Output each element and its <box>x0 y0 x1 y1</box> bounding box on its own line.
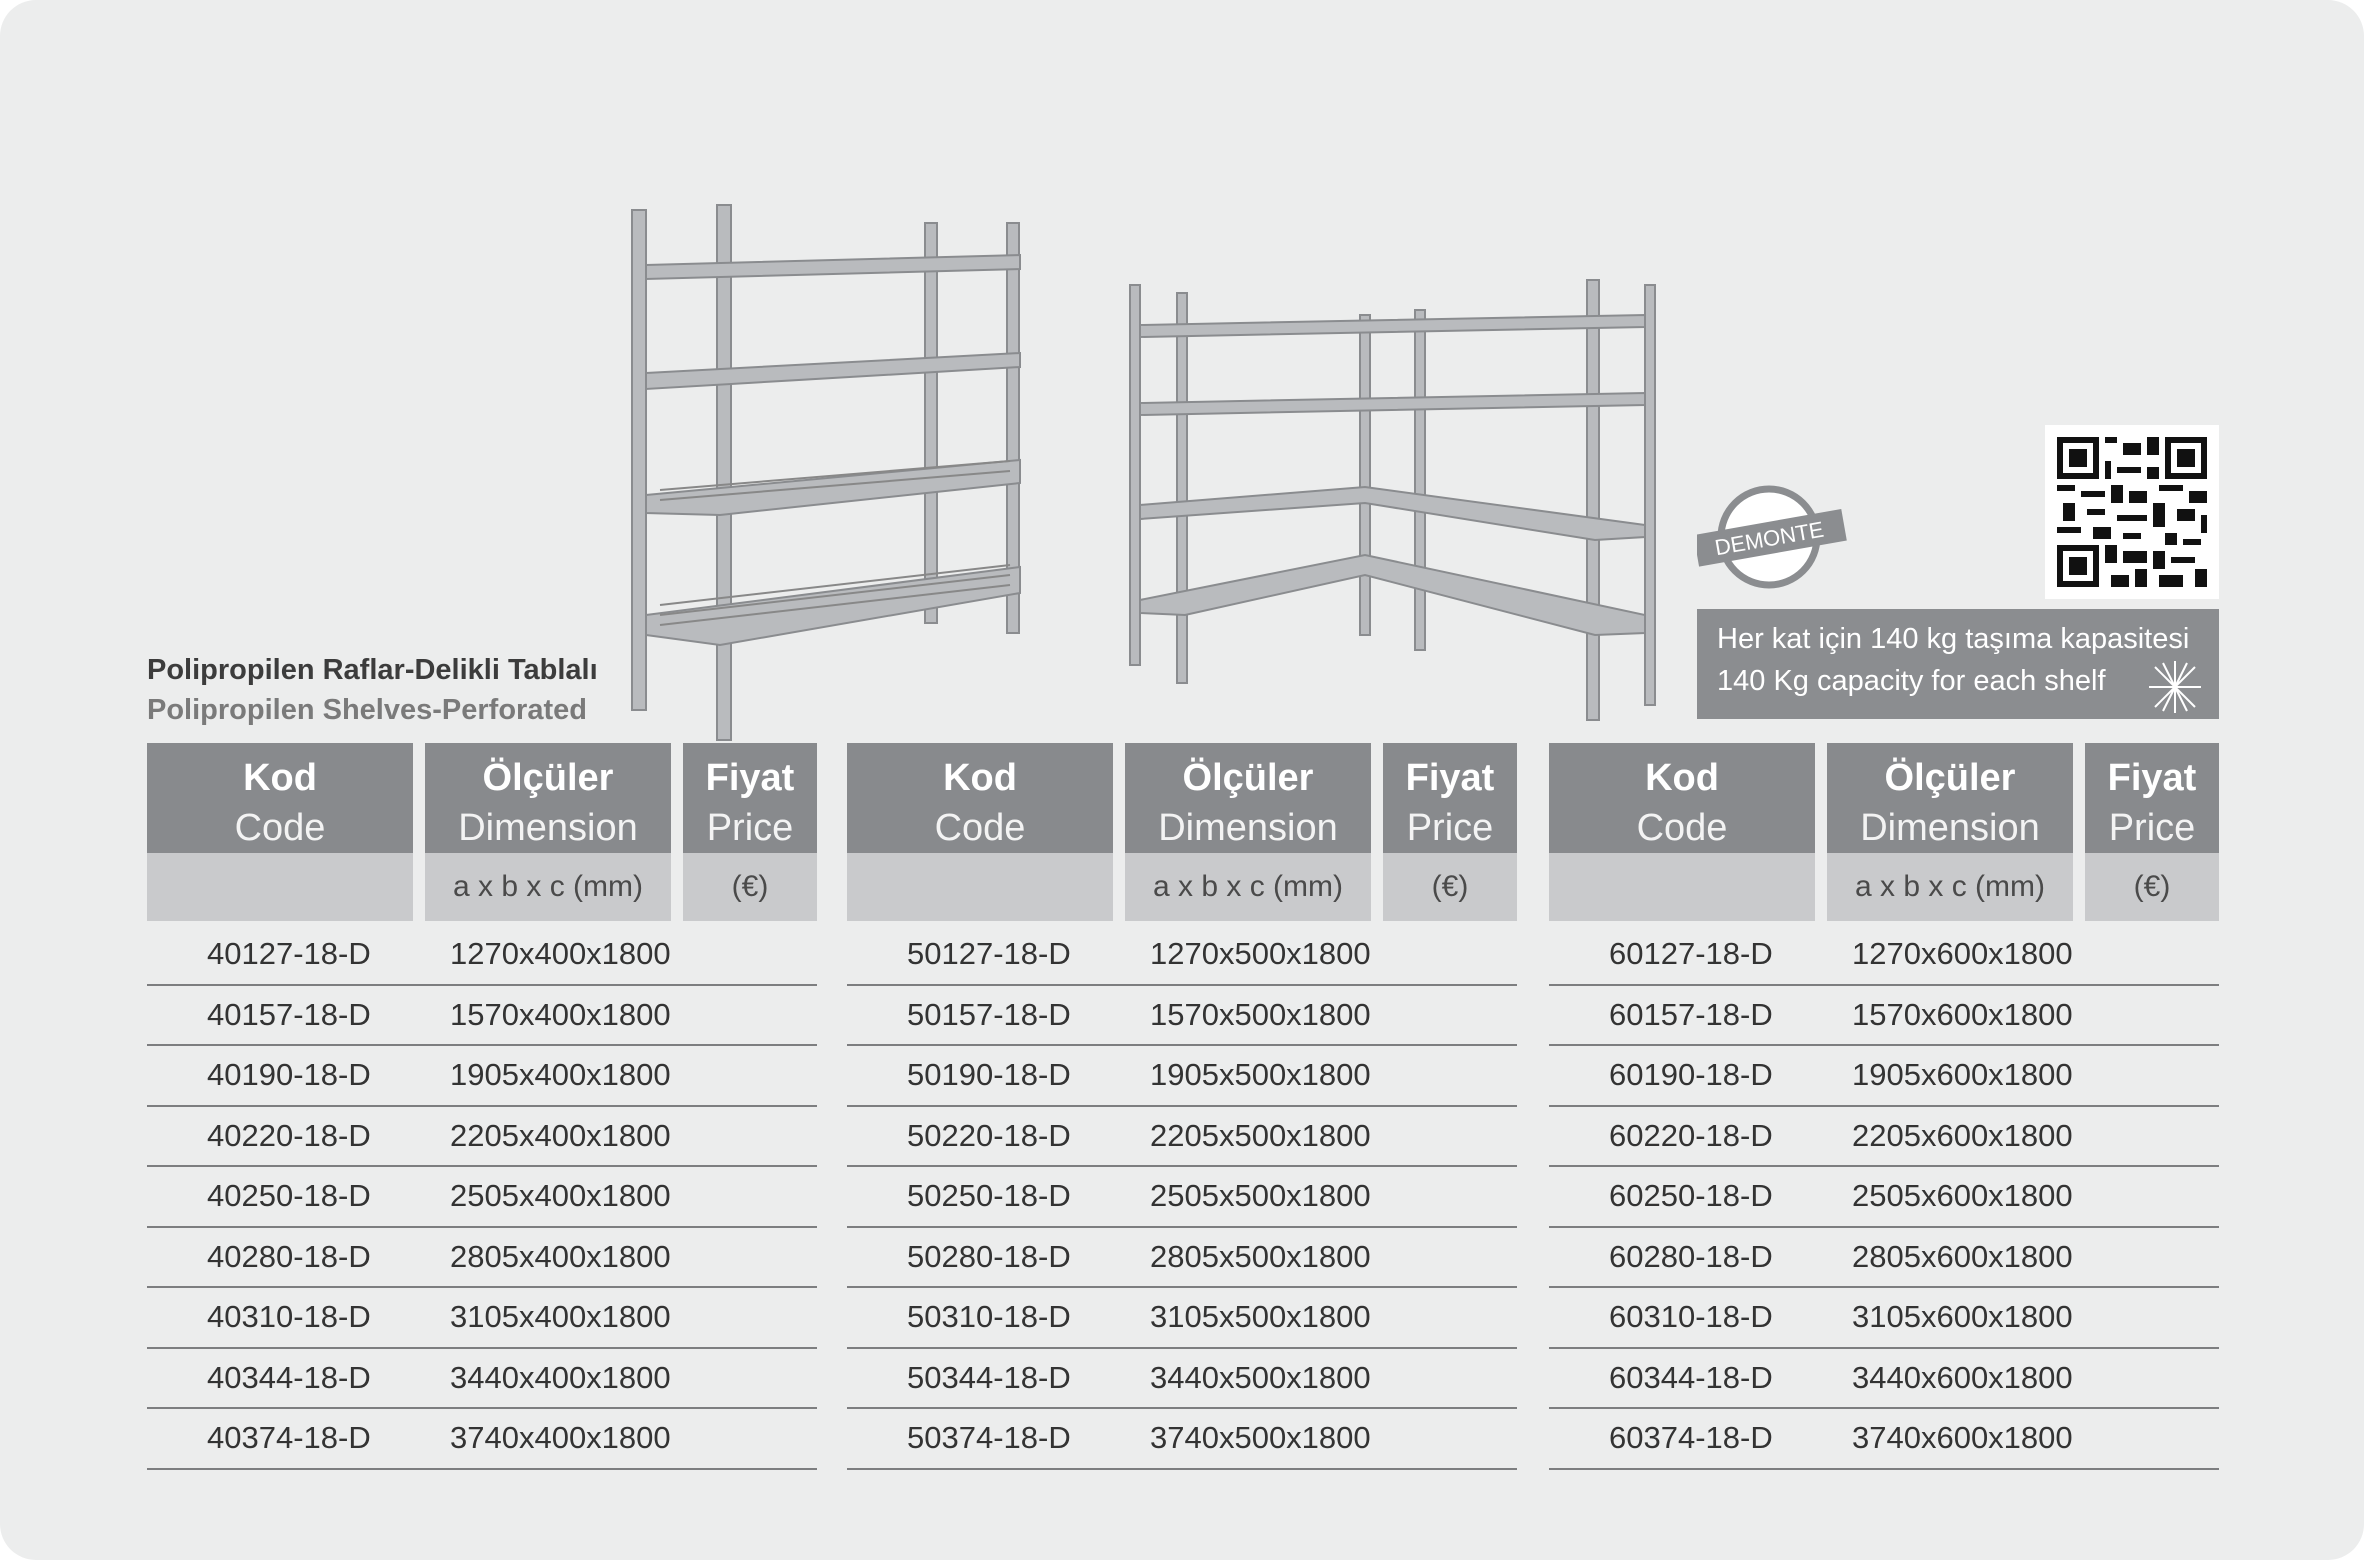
header-code: Kod Code <box>847 743 1113 921</box>
shelf-unit-image <box>620 195 1040 750</box>
table-row: 60250-18-D 2505x600x1800 <box>1549 1167 2219 1228</box>
qr-code[interactable] <box>2045 425 2219 599</box>
table-row: 50157-18-D 1570x500x1800 <box>847 986 1517 1047</box>
header-price: Fiyat Price (€) <box>1383 743 1517 921</box>
table-row: 60190-18-D 1905x600x1800 <box>1549 1046 2219 1107</box>
title-tr: Polipropilen Raflar-Delikli Tablalı <box>147 654 598 686</box>
table-row: 40127-18-D 1270x400x1800 <box>147 925 817 986</box>
header-dimension: Ölçüler Dimension a x b x c (mm) <box>425 743 671 921</box>
header-price: Fiyat Price (€) <box>2085 743 2219 921</box>
table-row: 50310-18-D 3105x500x1800 <box>847 1288 1517 1349</box>
header-price: Fiyat Price (€) <box>683 743 817 921</box>
table-row: 50220-18-D 2205x500x1800 <box>847 1107 1517 1168</box>
table-header <box>147 743 817 921</box>
table-row: 50374-18-D 3740x500x1800 <box>847 1409 1517 1470</box>
table-header <box>1549 743 2219 921</box>
table-row: 40157-18-D 1570x400x1800 <box>147 986 817 1047</box>
table-row: 60344-18-D 3440x600x1800 <box>1549 1349 2219 1410</box>
table-row: 50280-18-D 2805x500x1800 <box>847 1228 1517 1289</box>
sparkle-icon <box>2145 659 2205 715</box>
header-code: Kod Code <box>1549 743 1815 921</box>
table-row: 50127-18-D 1270x500x1800 <box>847 925 1517 986</box>
table-row: 40190-18-D 1905x400x1800 <box>147 1046 817 1107</box>
header-dimension: Ölçüler Dimension a x b x c (mm) <box>1125 743 1371 921</box>
table-row: 60220-18-D 2205x600x1800 <box>1549 1107 2219 1168</box>
header-code: Kod Code <box>147 743 413 921</box>
demonte-badge <box>1697 482 1847 592</box>
table-row: 60157-18-D 1570x600x1800 <box>1549 986 2219 1047</box>
header-dimension: Ölçüler Dimension a x b x c (mm) <box>1827 743 2073 921</box>
price-table-400 <box>147 743 817 1470</box>
table-row: 40374-18-D 3740x400x1800 <box>147 1409 817 1470</box>
title-en: Polipropilen Shelves-Perforated <box>147 694 587 726</box>
capacity-text-en: 140 Kg capacity for each shelf <box>1717 665 2106 697</box>
table-row: 60374-18-D 3740x600x1800 <box>1549 1409 2219 1470</box>
table-row: 50344-18-D 3440x500x1800 <box>847 1349 1517 1410</box>
table-row: 50190-18-D 1905x500x1800 <box>847 1046 1517 1107</box>
table-row: 40220-18-D 2205x400x1800 <box>147 1107 817 1168</box>
table-row: 60127-18-D 1270x600x1800 <box>1549 925 2219 986</box>
price-table-600 <box>1549 743 2219 1470</box>
table-row: 40310-18-D 3105x400x1800 <box>147 1288 817 1349</box>
price-table-500 <box>847 743 1517 1470</box>
table-row: 50250-18-D 2505x500x1800 <box>847 1167 1517 1228</box>
table-row: 40280-18-D 2805x400x1800 <box>147 1228 817 1289</box>
product-title <box>147 650 598 730</box>
table-row: 60310-18-D 3105x600x1800 <box>1549 1288 2219 1349</box>
table-row: 60280-18-D 2805x600x1800 <box>1549 1228 2219 1289</box>
capacity-box <box>1697 609 2219 719</box>
table-row: 40250-18-D 2505x400x1800 <box>147 1167 817 1228</box>
table-header <box>847 743 1517 921</box>
table-row: 40344-18-D 3440x400x1800 <box>147 1349 817 1410</box>
badge-label: DEMONTE <box>1712 516 1826 561</box>
capacity-text-tr: Her kat için 140 kg taşıma kapasitesi <box>1717 623 2190 655</box>
corner-shelf-image <box>1125 275 1670 735</box>
